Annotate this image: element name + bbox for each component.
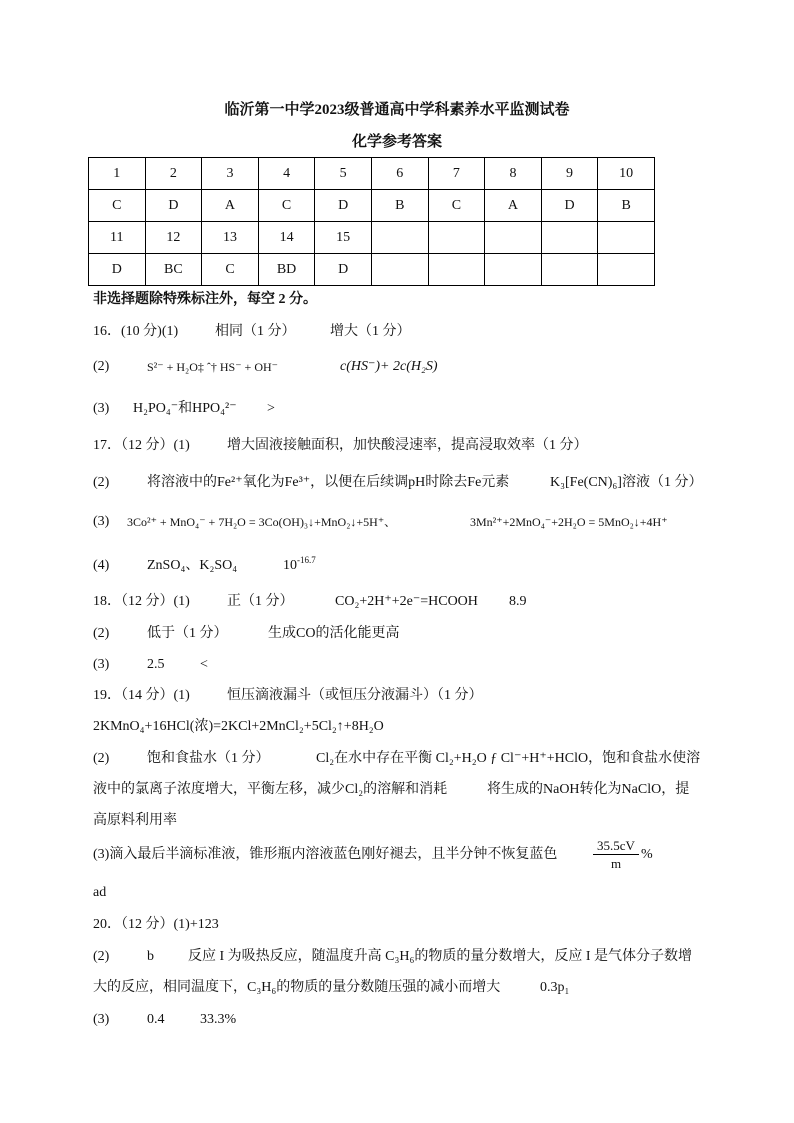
q18-heading: 18．（12 分）(1) (93, 594, 190, 609)
question-number-cell: 9 (541, 158, 598, 190)
q17-part3-label: (3) (93, 514, 110, 529)
q16-part3-label: (3) (93, 401, 110, 416)
answer-cell (485, 254, 542, 286)
q18-part1-answer1: 正（1 分） (227, 594, 294, 609)
answer-cell: D (315, 190, 372, 222)
q18-part2-answer1: 低于（1 分） (147, 626, 228, 641)
q19-part3-answer1: (3)滴入最后半滴标准液，锥形瓶内溶液蓝色刚好褪去，且半分钟不恢复蓝色 (93, 847, 558, 862)
q20-part2-answer1: b (147, 949, 154, 964)
q18-part3-answer2: < (200, 657, 208, 672)
q16-part2-label: (2) (93, 359, 110, 374)
answer-cell: BD (258, 254, 315, 286)
q20-part2-answer3: 0.3p₁ (540, 980, 570, 995)
scoring-note: 非选择题除特殊标注外，每空 2 分。 (93, 292, 317, 307)
question-number-cell (371, 222, 428, 254)
answer-cell: A (485, 190, 542, 222)
answer-cell: BC (145, 254, 202, 286)
question-number-cell (541, 222, 598, 254)
q17-part4-answer1: ZnSO₄、K₂SO₄ (147, 558, 238, 573)
q17-part1-answer1: 增大固液接触面积，加快酸浸速率，提高浸取效率（1 分） (227, 438, 588, 453)
answer-row (89, 190, 655, 222)
q19-part1-equation: 2KMnO₄+16HCl(浓)=2KCl+2MnCl₂+5Cl₂↑+8H₂O (93, 719, 384, 734)
question-number-cell (485, 222, 542, 254)
question-number-cell: 15 (315, 222, 372, 254)
question-number-cell: 11 (89, 222, 146, 254)
answer-cell: D (89, 254, 146, 286)
question-number-cell (428, 222, 485, 254)
question-number-cell (598, 222, 655, 254)
answer-cell (598, 254, 655, 286)
question-number-cell: 14 (258, 222, 315, 254)
q18-part3-label: (3) (93, 657, 110, 672)
answer-cell: C (428, 190, 485, 222)
question-number-cell: 10 (598, 158, 655, 190)
answer-cell: C (258, 190, 315, 222)
q16-part3-answer2: > (267, 401, 275, 416)
q19-part3-fraction (593, 838, 639, 872)
answer-cell: A (202, 190, 259, 222)
q20-part2-label: (2) (93, 949, 110, 964)
answer-cell: D (315, 254, 372, 286)
q19-part2-answer2-line2: 液中的氯离子浓度增大，平衡左移，减少Cl₂的溶解和消耗 (93, 782, 448, 797)
fraction-numerator: 35.5cV (593, 838, 639, 855)
q19-heading: 19．（14 分）(1) (93, 688, 190, 703)
q16-part1-answer2: 增大（1 分） (330, 324, 411, 339)
question-number-cell: 8 (485, 158, 542, 190)
q19-part2-answer3-line1: 将生成的NaOH转化为NaClO，提 (487, 782, 690, 797)
q16-heading: 16．(10 分)(1) (93, 324, 179, 339)
question-number-cell: 2 (145, 158, 202, 190)
q20-part2-answer2-line1: 反应 I 为吸热反应，随温度升高 C₃H₆的物质的量分数增大，反应 I 是气体分子数增 (188, 949, 693, 964)
q19-part1-answer1: 恒压滴液漏斗（或恒压分液漏斗）（1 分） (227, 688, 483, 703)
answer-table-body (89, 158, 655, 286)
q20-heading: 20．（12 分）(1)+123 (93, 917, 219, 932)
answer-cell (371, 254, 428, 286)
multiple-choice-answer-table (88, 157, 655, 286)
q20-part3-label: (3) (93, 1012, 110, 1027)
answer-cell: B (371, 190, 428, 222)
q17-part2-answer1: 将溶液中的Fe²⁺氧化为Fe³⁺，以便在后续调pH时除去Fe元素 (147, 475, 510, 490)
answer-cell: C (202, 254, 259, 286)
q18-part3-answer1: 2.5 (147, 657, 165, 672)
q16-part2-answer2: c(HS⁻)+ 2c(H₂S) (340, 359, 438, 374)
q19-part2-label: (2) (93, 751, 110, 766)
answer-cell: D (541, 190, 598, 222)
answer-cell: B (598, 190, 655, 222)
q17-part2-answer2: K₃[Fe(CN)₆]溶液（1 分） (550, 475, 703, 490)
question-number-row (89, 158, 655, 190)
q20-part2-answer2-line2: 大的反应，相同温度下，C₃H₆的物质的量分数随压强的减小而增大 (93, 980, 501, 995)
q18-part1-answer2: CO₂+2H⁺+2e⁻=HCOOH (335, 594, 478, 609)
answer-cell: C (89, 190, 146, 222)
q16-part3-answer1: H₂PO₄⁻和HPO₄²⁻ (133, 401, 237, 416)
question-number-cell: 3 (202, 158, 259, 190)
q19-part2-answer3-line2: 高原料利用率 (93, 813, 177, 828)
q18-part2-answer2: 生成CO的活化能更高 (268, 626, 400, 641)
answer-cell: D (145, 190, 202, 222)
question-number-row (89, 222, 655, 254)
q20-part3-answer2: 33.3% (200, 1012, 237, 1027)
question-number-cell: 7 (428, 158, 485, 190)
question-number-cell: 13 (202, 222, 259, 254)
q16-part2-answer1: S²⁻ + H₂O‡ ˆ† HS⁻ + OH⁻ (147, 360, 278, 374)
q19-part2-answer2-line1: Cl₂在水中存在平衡 Cl₂+H₂O ƒ Cl⁻+H⁺+HClO，饱和食盐水使溶 (316, 751, 701, 766)
q19-part2-answer1: 饱和食盐水（1 分） (147, 751, 270, 766)
power-base: 10 (283, 558, 297, 573)
q17-part3-equation1: 3Co²⁺ + MnO₄⁻ + 7H₂O = 3Co(OH)₃↓+MnO₂↓+5H⁺、 (127, 515, 397, 529)
q16-part1-answer1: 相同（1 分） (215, 324, 296, 339)
q18-part1-answer3: 8.9 (509, 594, 527, 609)
percent-sign: % (641, 847, 653, 862)
q17-heading: 17．（12 分）(1) (93, 438, 190, 453)
answer-row (89, 254, 655, 286)
document-subtitle: 化学参考答案 (351, 134, 442, 150)
power-exponent: -16.7 (297, 555, 316, 565)
q17-part4-label: (4) (93, 558, 110, 573)
q19-part4-answer1: ad (93, 885, 107, 900)
q18-part2-label: (2) (93, 626, 110, 641)
question-number-cell: 4 (258, 158, 315, 190)
q20-part3-answer1: 0.4 (147, 1012, 165, 1027)
question-number-cell: 6 (371, 158, 428, 190)
q17-part3-equation2: 3Mn²⁺+2MnO₄⁻+2H₂O = 5MnO₂↓+4H⁺ (470, 515, 668, 529)
q17-part4-answer2 (283, 556, 316, 576)
question-number-cell: 1 (89, 158, 146, 190)
question-number-cell: 12 (145, 222, 202, 254)
q17-part2-label: (2) (93, 475, 110, 490)
document-title: 临沂第一中学2023级普通高中学科素养水平监测试卷 (224, 102, 570, 118)
answer-cell (541, 254, 598, 286)
question-number-cell: 5 (315, 158, 372, 190)
fraction-denominator: m (610, 856, 622, 871)
answer-cell (428, 254, 485, 286)
